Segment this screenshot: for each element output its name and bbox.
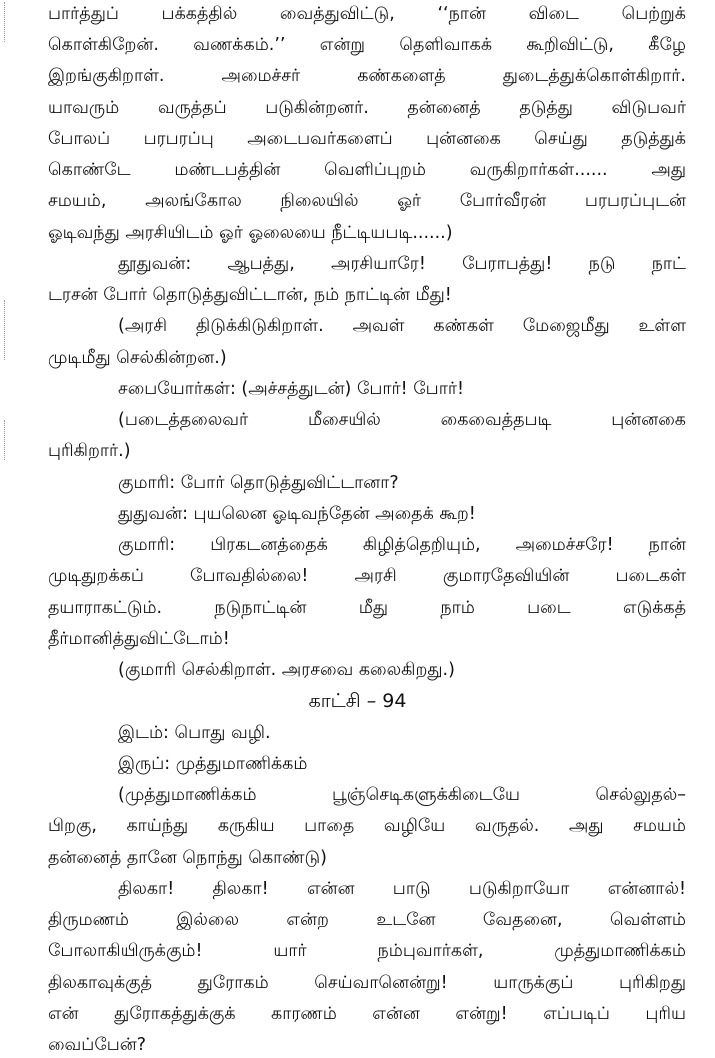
dialogue-line: துதுவன்: புயலென ஓடிவந்தேன் அதைக் கூற! xyxy=(118,504,476,524)
text-line: பார்த்துப் பக்கத்தில் வைத்துவிட்டு, ‘‘நான் விடை பெற்றுக் xyxy=(48,4,686,24)
stage-direction: (அரசி திடுக்கிடுகிறாள். அவள் கண்கள் மேஜைமீது உள்ள xyxy=(118,316,686,336)
text-line: தன்னைத் தானே நொந்து கொண்டு) xyxy=(48,848,327,868)
text-line: சமயம், அலங்கோல நிலையில் ஓர் போர்வீரன் பரபரப்புடன் xyxy=(48,191,686,211)
text-line: டரசன் போர் தொடுத்துவிட்டான், நம் நாட்டின் மீது! xyxy=(48,285,452,305)
text-line: கொள்கிறேன். வணக்கம்.’’ என்று தெளிவாகக் கூறிவிட்டு, கீழே xyxy=(48,35,686,55)
text-line: இறங்குகிறாள். அமைச்சர் கண்களைத் துடைத்துக்கொள்கிறார். xyxy=(48,66,686,86)
dialogue-line: குமாரி: பிரகடனத்தைக் கிழித்தெறியும், அமைச்சரே! நான் xyxy=(118,535,686,555)
scan-edge-mark xyxy=(4,420,11,460)
text-line: முடிமீது செல்கின்றன.) xyxy=(48,348,227,368)
text-line: கொண்டே மண்டபத்தின் வெளிப்புறம் வருகிறார்கள்...... அது xyxy=(48,160,686,180)
stage-direction: (முத்துமாணிக்கம் பூஞ்செடிகளுக்கிடையே செல்லுதல்– xyxy=(118,785,686,805)
text-line: ஓடிவந்து அரசியிடம் ஓர் ஓலையை நீட்டியபடி......) xyxy=(48,223,453,243)
text-line: முடிதுறக்கப் போவதில்லை! அரசி குமாரதேவியின் படைகள் xyxy=(48,566,686,586)
stage-direction: (படைத்தலைவர் மீசையில் கைவைத்தபடி புன்னகை xyxy=(118,410,686,430)
text-line: திருமணம் இல்லை என்ற உடனே வேதனை, வெள்ளம் xyxy=(48,910,686,930)
scene-heading: காட்சி – 94 xyxy=(308,690,407,712)
text-line: புரிகிறார்.) xyxy=(48,441,131,461)
text-line: தீர்மானித்துவிட்டோம்! xyxy=(48,629,230,649)
location-line: இடம்: பொது வழி. xyxy=(118,723,271,743)
text-line: வைப்பேன்? xyxy=(48,1035,147,1055)
text-line: என் துரோகத்துக்குக் காரணம் என்ன என்று! எப்படிப் புரிய xyxy=(48,1004,686,1024)
scan-edge-mark xyxy=(4,2,11,42)
text-line: யாவரும் வருத்தப் படுகின்றனர். தன்னைத் தடுத்து விடுபவர் xyxy=(48,98,686,118)
text-line: பிறகு, காய்ந்து கருகிய பாதை வழியே வருதல். அது சமயம் xyxy=(48,816,686,836)
text-line: போலப் பரபரப்பு அடைபவர்களைப் புன்னகை செய்து தடுத்துக் xyxy=(48,129,686,149)
dialogue-line: குமாரி: போர் தொடுத்துவிட்டானா? xyxy=(118,473,399,493)
text-line: திலகாவுக்குத் துரோகம் செய்வானென்று! யாருக்குப் புரிகிறது xyxy=(48,973,686,993)
dialogue-line: திலகா! திலகா! என்ன பாடு படுகிறாயோ என்னால்! xyxy=(118,879,686,899)
scan-edge-mark xyxy=(4,300,11,360)
text-line: தயாராகட்டும். நடுநாட்டின் மீது நாம் படை எடுக்கத் xyxy=(48,598,686,618)
dialogue-line: தூதுவன்: ஆபத்து, அரசியாரே! பேராபத்து! நடு நாட் xyxy=(118,254,686,274)
text-line: போலாகியிருக்கும்! யார் நம்புவார்கள், முத்துமாணிக்கம் xyxy=(48,941,686,961)
stage-direction: (குமாரி செல்கிறாள். அரசவை கலைகிறது.) xyxy=(118,660,455,680)
dialogue-line: சபையோர்கள்: (அச்சத்துடன்) போர்! போர்! xyxy=(118,379,465,399)
setting-line: இருப்: முத்துமாணிக்கம் xyxy=(118,754,308,774)
